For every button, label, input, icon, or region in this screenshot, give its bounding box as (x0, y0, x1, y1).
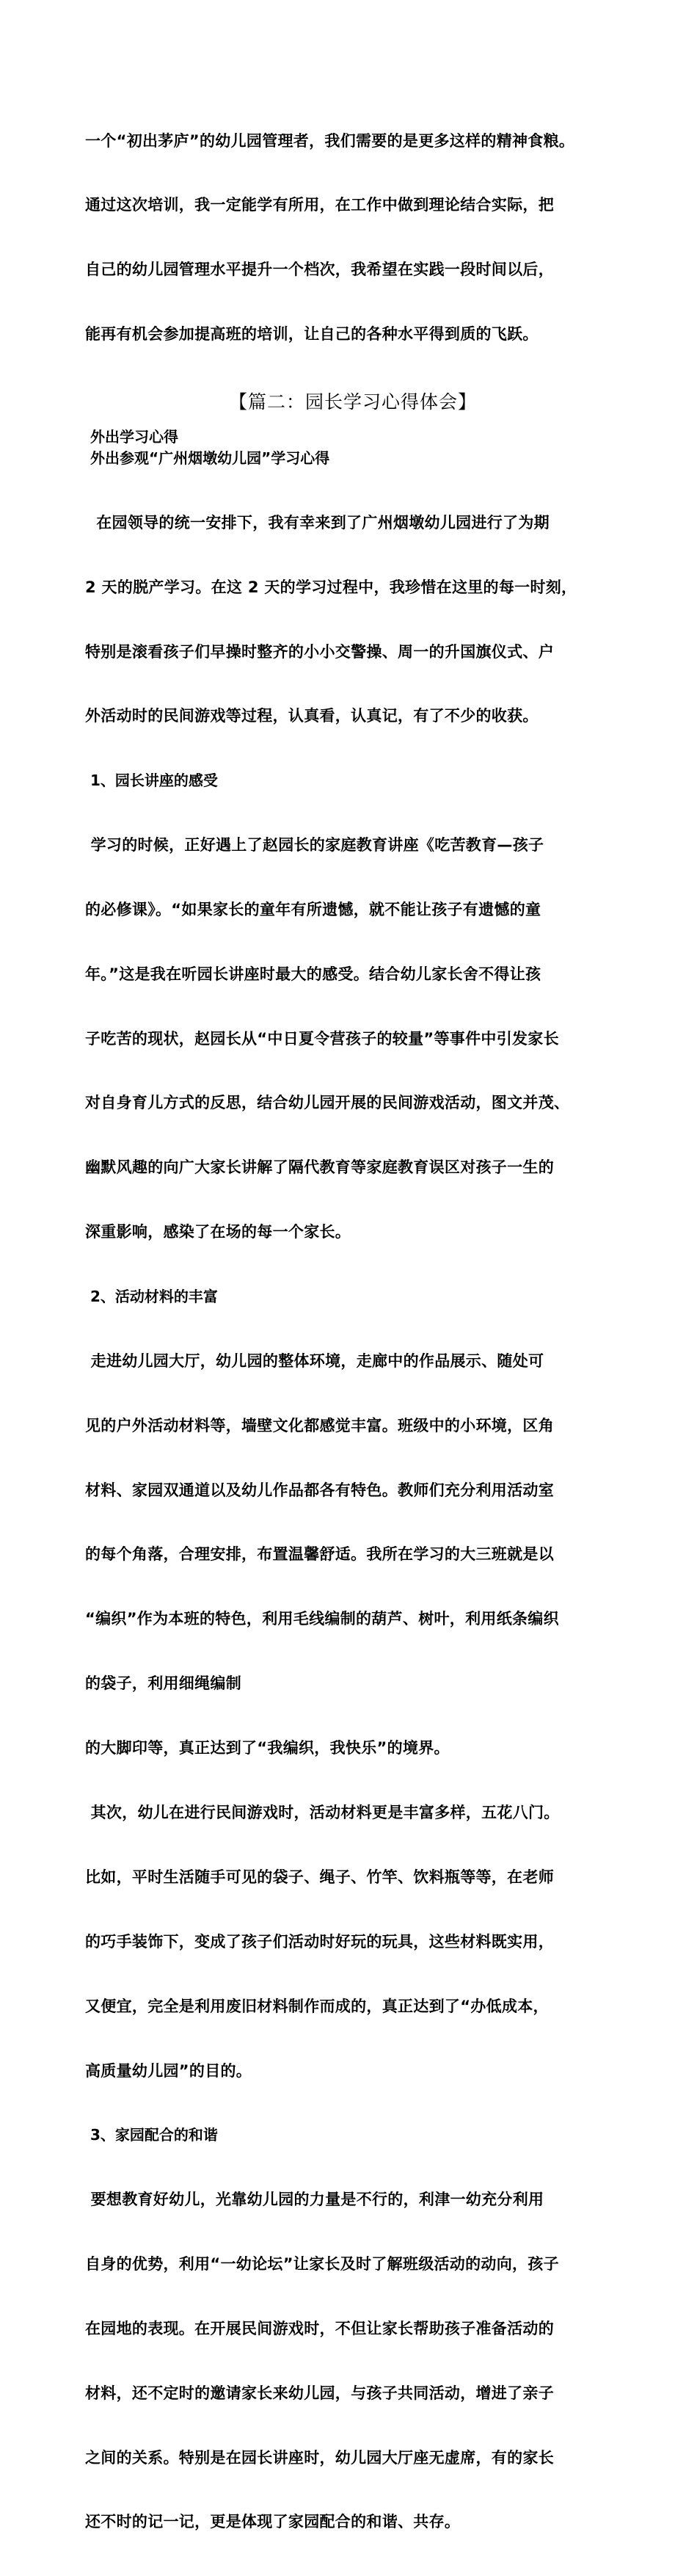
text-line: 的巧手装饰下，变成了孩子们活动时好玩的玩具，这些材料既实用， (85, 1932, 554, 1951)
text-line: 要想教育好幼儿，光靠幼儿园的力量是不行的，利津一幼充分利用 (85, 2191, 544, 2209)
section-title: 【篇二：园长学习心得体会】 (228, 391, 477, 413)
text-line: “编织”作为本班的特色，利用毛线编制的葫芦、树叶，利用纸条编织 (85, 1610, 559, 1628)
text-line: 2 天的脱产学习。在这 2 天的学习过程中，我珍惜在这里的每一时刻， (85, 578, 577, 596)
text-line: 通过这次培训，我一定能学有所用，在工作中做到理论结合实际，把 (85, 196, 554, 214)
text-line: 比如，平时生活随手可见的袋子、绳子、竹竿、饮料瓶等等，在老师 (85, 1868, 554, 1886)
text-line: 的每个角落，合理安排，布置温馨舒适。我所在学习的大三班就是以 (85, 1545, 554, 1564)
text-line: 的必修课》。“如果家长的童年有所遗憾，就不能让孩子有遗憾的童 (85, 900, 541, 918)
subheading-lecture: 1、园长讲座的感受 (85, 772, 218, 790)
text-line: 特别是滚看孩子们早操时整齐的小小交警操、周一的升国旗仪式、户 (85, 642, 554, 661)
paragraph-materials (85, 1307, 621, 2125)
text-line: 能再有机会参加提高班的培训，让自己的各种水平得到质的飞跃。 (85, 325, 539, 344)
paragraph-visit (85, 469, 621, 770)
text-line: 一个“初出茅庐”的幼儿园管理者，我们需要的是更多这样的精神食粮。 (85, 131, 575, 150)
text-line: 之间的关系。特别是在园长讲座时，幼儿园大厅座无虚席，有的家长 (85, 2448, 554, 2467)
text-line: 又便宜，完全是利用废旧材料制作而成的，真正达到了“办低成本， (85, 1997, 549, 2015)
paragraph-cooperation (85, 2146, 621, 2576)
text-line: 在园地的表现。在开展民间游戏时，不但让家长帮助孩子准备活动的 (85, 2319, 554, 2337)
subheading-materials: 2、活动材料的丰富 (85, 1288, 218, 1306)
document-body (85, 87, 621, 2576)
paragraph-lecture (85, 791, 621, 1286)
text-line: 学习的时候，正好遇上了赵园长的家庭教育讲座《吃苦教育—孩子 (85, 835, 544, 854)
heading-study-notes: 外出学习心得 (85, 428, 178, 446)
heading-visit-notes: 外出参观“广州烟墩幼儿园”学习心得 (85, 449, 330, 468)
text-line: 在园领导的统一安排下，我有幸来到了广州烟墩幼儿园进行了为期 (85, 513, 550, 531)
text-line: 还不时的记一记，更是体现了家园配合的和谐、共存。 (85, 2513, 461, 2531)
text-line: 材料，还不定时的邀请家长来幼儿园，与孩子共同活动，增进了亲子 (85, 2384, 554, 2402)
text-line: 对自身育儿方式的反思，结合幼儿园开展的民间游戏活动，图文并茂、 (85, 1094, 570, 1112)
text-line: 幽默风趣的向广大家长讲解了隔代教育等家庭教育误区对孩子一生的 (85, 1158, 554, 1177)
text-line: 的大脚印等，真正达到了“我编织，我快乐”的境界。 (85, 1739, 450, 1757)
text-line: 深重影响，感染了在场的每一个家长。 (85, 1223, 351, 1241)
text-line: 自己的幼儿园管理水平提升一个档次，我希望在实践一段时间以后， (85, 261, 554, 279)
text-line: 的袋子，利用细绳编制 (85, 1675, 241, 1693)
text-line: 子吃苦的现状，赵园长从“中日夏令营孩子的较量”等事件中引发家长 (85, 1029, 559, 1048)
text-line: 外活动时的民间游戏等过程，认真看，认真记，有了不少的收获。 (85, 707, 539, 725)
intro-paragraph (85, 87, 621, 388)
text-line: 见的户外活动材料等，墙壁文化都感觉丰富。班级中的小环境，区角 (85, 1416, 554, 1434)
text-line: 高质量幼儿园”的目的。 (85, 2061, 252, 2080)
text-line: 其次，幼儿在进行民间游戏时，活动材料更是丰富多样，五花八门。 (85, 1803, 560, 1821)
text-line: 年。”这是我在听园长讲座时最大的感受。结合幼儿家长舍不得让孩 (85, 965, 541, 983)
text-line: 自身的优势，利用“一幼论坛”让家长及时了解班级活动的动向，孩子 (85, 2254, 559, 2273)
text-line: 材料、家园双通道以及幼儿作品都各有特色。教师们充分利用活动室 (85, 1481, 554, 1499)
text-line: 走进幼儿园大厅，幼儿园的整体环境，走廊中的作品展示、随处可 (85, 1352, 544, 1370)
subheading-cooperation: 3、家园配合的和谐 (85, 2126, 218, 2144)
